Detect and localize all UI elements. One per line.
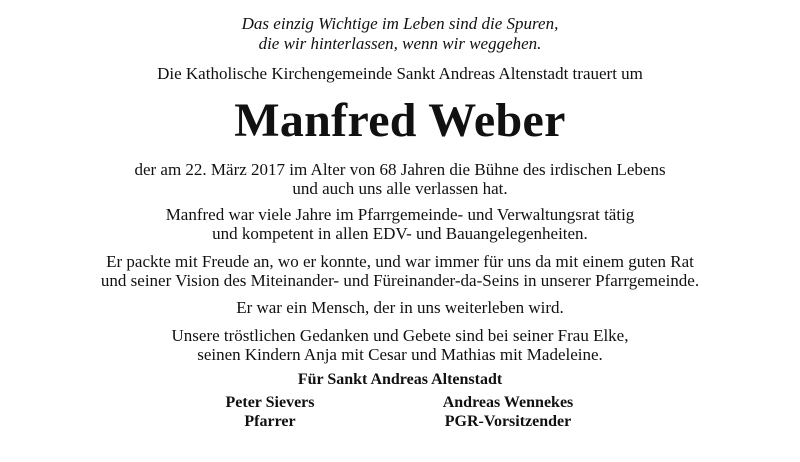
paragraph-departure	[0, 160, 800, 198]
paragraph-condolence	[0, 326, 800, 364]
paragraph-memory	[0, 298, 800, 317]
paragraph-line: der am 22. März 2017 im Alter von 68 Jahren die Bühne des irdischen Lebens	[134, 160, 666, 179]
quote-line-1: Das einzig Wichtige im Leben sind die Spuren,	[241, 14, 559, 33]
paragraph-line: Unsere tröstlichen Gedanken und Gebete sind bei seiner Frau Elke,	[171, 326, 629, 345]
deceased-name: Manfred Weber	[234, 94, 566, 147]
paragraph-line: Er packte mit Freude an, wo er konnte, und war immer für uns da mit einem guten Rat	[106, 252, 694, 271]
paragraph-line: Er war ein Mensch, der in uns weiterleben wird.	[236, 298, 564, 317]
paragraph-line: seinen Kindern Anja mit Cesar und Mathias mit Madeleine.	[197, 345, 603, 364]
signatory-role: PGR-Vorsitzender	[444, 413, 572, 430]
signatory-council-chair	[418, 393, 598, 431]
signatory-name: Peter Sievers	[225, 394, 315, 411]
paragraph-character	[0, 252, 800, 290]
paragraph-line: Manfred war viele Jahre im Pfarrgemeinde- und Verwaltungsrat tätig	[165, 205, 635, 224]
signature-header: Für Sankt Andreas Altenstadt	[297, 371, 503, 388]
paragraph-line: und seiner Vision des Miteinander- und Füreinander-da-Seins in unserer Pfarrgemeinde.	[100, 271, 700, 290]
epigraph-quote	[0, 14, 800, 54]
signatory-pastor	[180, 393, 360, 431]
quote-line-2: die wir hinterlassen, wenn wir weggehen.	[258, 34, 542, 53]
intro-text: Die Katholische Kirchengemeinde Sankt Andreas Altenstadt trauert um	[157, 64, 643, 83]
paragraph-line: und kompetent in allen EDV- und Bauangelegenheiten.	[212, 224, 588, 243]
paragraph-line: und auch uns alle verlassen hat.	[292, 179, 508, 198]
paragraph-service	[0, 205, 800, 243]
signatory-role: Pfarrer	[244, 413, 296, 430]
signature-block	[0, 393, 800, 433]
signatory-name: Andreas Wennekes	[442, 394, 574, 411]
